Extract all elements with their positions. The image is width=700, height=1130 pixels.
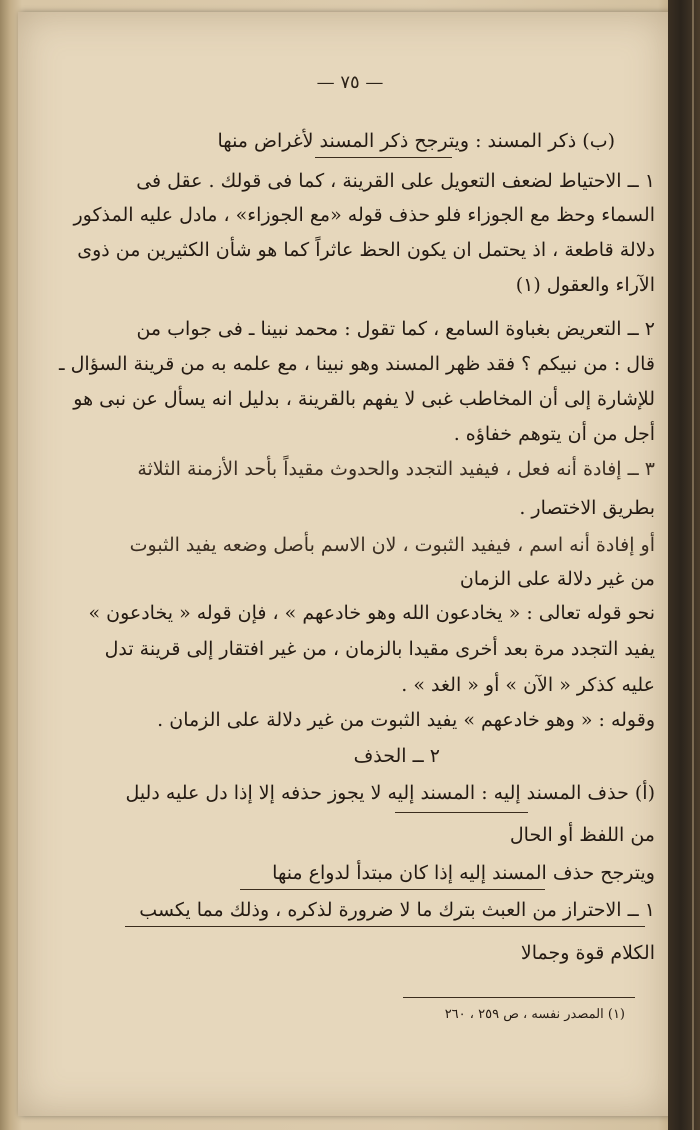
sentence-underline bbox=[125, 926, 645, 927]
paragraph-line: ٢ ــ التعريض بغباوة السامع ، كما تقول : محمد نبينا ـ فى جواب من bbox=[136, 318, 655, 340]
paragraph-line: أو إفادة أنه اسم ، فيفيد الثبوت ، لان الاسم بأصل وضعه يفيد الثبوت bbox=[129, 534, 655, 556]
paragraph-line: الآراء والعقول (١) bbox=[515, 274, 655, 296]
paragraph-line: للإشارة إلى أن المخاطب غبى لا يفهم بالقرينة ، بدليل انه يسأل عن نبى هو bbox=[73, 388, 655, 410]
paragraph-line: عليه كذكر « الآن » أو « الغد » . bbox=[401, 674, 655, 696]
paragraph-line: ١ ــ الاحتياط لضعف التعويل على القرينة ، كما فى قولك . عقل فى bbox=[136, 170, 655, 192]
heading-underline bbox=[315, 157, 452, 158]
paragraph-line: من اللفظ أو الحال bbox=[509, 824, 655, 846]
paragraph-line: دلالة قاطعة ، اذ يحتمل ان يكون الحظ عاثراً كما هو شأن الكثيرين من ذوى bbox=[77, 239, 655, 261]
section-b-heading: (ب) ذكر المسند : ويترجح ذكر المسند لأغراض منها bbox=[217, 130, 615, 152]
subheading-underline bbox=[395, 812, 528, 813]
paragraph-line: بطريق الاختصار . bbox=[519, 497, 655, 519]
paragraph-line: وقوله : « وهو خادعهم » يفيد الثبوت من غير دلالة على الزمان . bbox=[157, 709, 655, 731]
paragraph-line: يفيد التجدد مرة بعد أخرى مقيدا بالزمان ، من غير افتقار إلى قرينة تدل bbox=[104, 638, 655, 660]
sentence-underline bbox=[240, 889, 545, 890]
section-2-heading: ٢ ــ الحذف bbox=[353, 745, 440, 767]
footnote: (١) المصدر نفسه ، ص ٢٥٩ ، ٢٦٠ bbox=[444, 1007, 625, 1022]
footnote-separator bbox=[403, 997, 635, 998]
paragraph-line: ويترجح حذف المسند إليه إذا كان مبتدأ لدواع منها bbox=[272, 862, 655, 884]
paragraph-line: السماء وحظ مع الجوزاء فلو حذف قوله «مع الجوزاء» ، مادل عليه المذكور bbox=[73, 204, 655, 226]
page-number: — ٧٥ — bbox=[316, 72, 384, 93]
paragraph-line: الكلام قوة وجمالا bbox=[520, 942, 655, 964]
paragraph-line: (أ) حذف المسند إليه : المسند إليه لا يجوز حذفه إلا إذا دل عليه دليل bbox=[125, 782, 655, 804]
paragraph-line: أجل من أن يتوهم خفاؤه . bbox=[453, 423, 655, 445]
paragraph-line: من غير دلالة على الزمان bbox=[459, 568, 655, 590]
paragraph-line: قال : من نبيكم ؟ فقد ظهر المسند وهو نبينا ، مع علمه به من قرينة السؤال ـ bbox=[59, 353, 655, 375]
paragraph-line: نحو قوله تعالى : « يخادعون الله وهو خادعهم » ، فإن قوله « يخادعون » bbox=[88, 602, 655, 624]
paragraph-line: ٣ ــ إفادة أنه فعل ، فيفيد التجدد والحدوث مقيداً بأحد الأزمنة الثلاثة bbox=[137, 458, 655, 480]
spine-edge bbox=[692, 0, 694, 1130]
book-spine bbox=[668, 0, 700, 1130]
paragraph-line: ١ ــ الاحتراز من العبث بترك ما لا ضرورة لذكره ، وذلك مما يكسب bbox=[139, 899, 655, 921]
